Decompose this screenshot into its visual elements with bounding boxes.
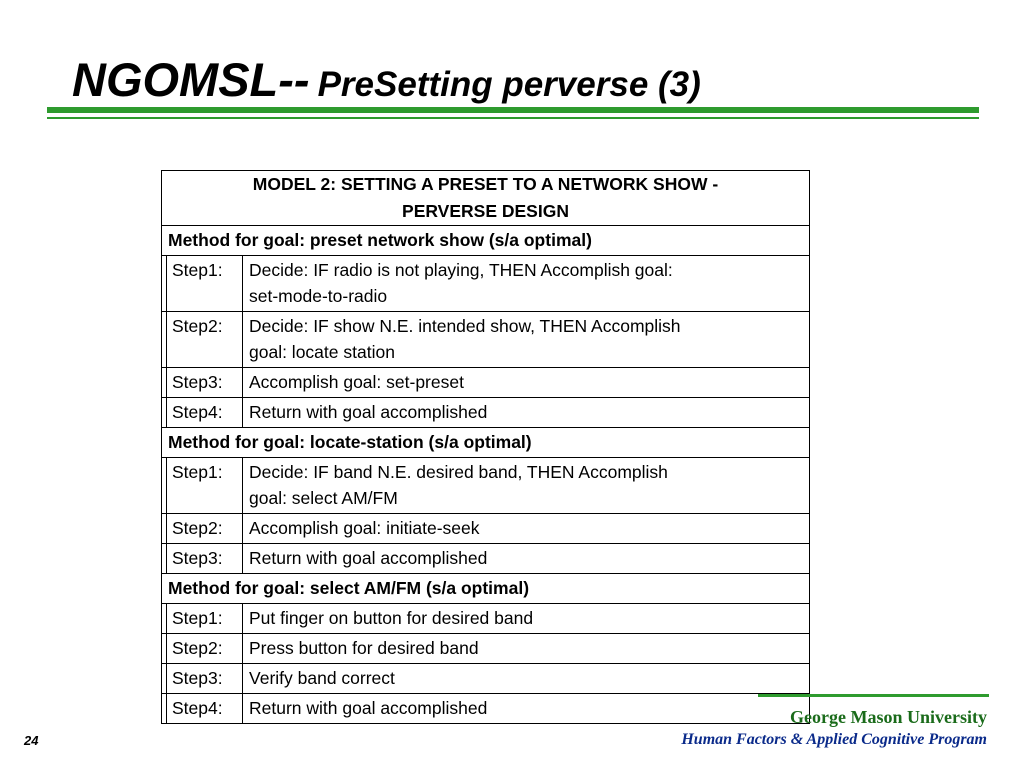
title-underline-thick: [47, 107, 979, 113]
step-text-line: Return with goal accomplished: [249, 698, 488, 718]
step-label: Step1:: [167, 256, 243, 312]
step-label: Step1:: [167, 604, 243, 634]
ngomsl-model-table: [161, 170, 810, 724]
step-text: [243, 398, 810, 428]
method-row: [162, 428, 810, 458]
method-title: Method for goal: preset network show (s/a optimal): [162, 226, 810, 256]
step-text-line: Return with goal accomplished: [249, 548, 488, 568]
footer-divider: [758, 694, 989, 697]
slide-title: [72, 52, 701, 107]
step-row: [162, 604, 810, 634]
step-label: Step2:: [167, 312, 243, 368]
step-row: [162, 398, 810, 428]
step-text: [243, 544, 810, 574]
step-row: [162, 664, 810, 694]
step-row: [162, 312, 810, 368]
step-label: Step1:: [167, 458, 243, 514]
step-text: [243, 604, 810, 634]
step-text-line: Decide: IF band N.E. desired band, THEN Accomplish: [249, 462, 668, 482]
slide-title-main: NGOMSL--: [72, 53, 310, 106]
step-text-line: Put finger on button for desired band: [249, 608, 534, 628]
step-row: [162, 458, 810, 514]
step-label: Step2:: [167, 634, 243, 664]
program-name: Human Factors & Applied Cognitive Program: [681, 731, 987, 748]
method-title: Method for goal: select AM/FM (s/a optimal): [162, 574, 810, 604]
step-text-line: Press button for desired band: [249, 638, 479, 658]
step-label: Step4:: [167, 694, 243, 724]
step-row: [162, 694, 810, 724]
step-text: [243, 312, 810, 368]
step-label: Step3:: [167, 664, 243, 694]
step-text-line: Accomplish goal: initiate-seek: [249, 518, 480, 538]
table-header: [162, 171, 810, 226]
step-row: [162, 634, 810, 664]
step-text-line: Verify band correct: [249, 668, 395, 688]
title-underline-thin: [47, 117, 979, 119]
step-text-line: goal: locate station: [249, 342, 395, 362]
step-text-line: Decide: IF show N.E. intended show, THEN Accomplish: [249, 316, 681, 336]
slide-title-subtitle: PreSetting perverse (3): [317, 65, 701, 104]
step-text-line: Return with goal accomplished: [249, 402, 488, 422]
university-name: George Mason University: [790, 707, 987, 727]
method-row: [162, 574, 810, 604]
step-label: Step3:: [167, 544, 243, 574]
step-text: [243, 514, 810, 544]
step-text: [243, 458, 810, 514]
table-header-line2: PERVERSE DESIGN: [402, 201, 569, 221]
step-row: [162, 256, 810, 312]
step-text: [243, 634, 810, 664]
table-header-line1: MODEL 2: SETTING A PRESET TO A NETWORK SHOW -: [252, 174, 719, 194]
page-number: 24: [24, 733, 39, 748]
method-title: Method for goal: locate-station (s/a optimal): [162, 428, 810, 458]
step-label: Step2:: [167, 514, 243, 544]
step-row: [162, 368, 810, 398]
step-text: [243, 368, 810, 398]
step-text-line: goal: select AM/FM: [249, 488, 398, 508]
table-header-row: [162, 171, 810, 226]
step-row: [162, 544, 810, 574]
step-text-line: Decide: IF radio is not playing, THEN Accomplish goal:: [249, 260, 673, 280]
method-row: [162, 226, 810, 256]
step-text: [243, 694, 810, 724]
step-text: [243, 664, 810, 694]
step-text-line: Accomplish goal: set-preset: [249, 372, 464, 392]
step-text: [243, 256, 810, 312]
step-text-line: set-mode-to-radio: [249, 286, 388, 306]
step-row: [162, 514, 810, 544]
step-label: Step3:: [167, 368, 243, 398]
step-label: Step4:: [167, 398, 243, 428]
